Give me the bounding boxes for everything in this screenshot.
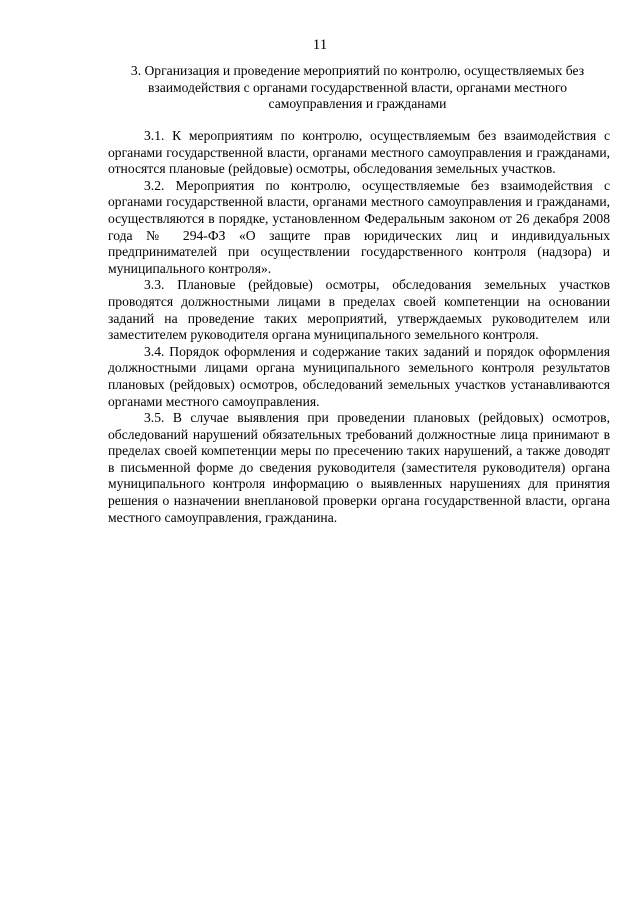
section-title: 3. Организация и проведение мероприятий по контролю, осуществляемых без взаимодействия с органами государственной власти, органами местного самоуправления и гражданами — [130, 63, 585, 111]
paragraph-3-5: 3.5. В случае выявления при проведении плановых (рейдовых) осмотров, обследований нарушений обязательных требований должностные лица принимают в пределах своей компетенции меры по пресечению таких нарушений, а также доводят в письменной форме до сведения руководителя (заместителя руководителя) органа муниципального контроля информацию о выявленных нарушениях для принятия решения о назначении внеплановой проверки органа государственной власти, органа местного самоуправления, гражданина. — [108, 410, 610, 525]
paragraph-3-2: 3.2. Мероприятия по контролю, осуществляемые без взаимодействия с органами государственной власти, органами местного самоуправления и гражданами, осуществляются в порядке, установленном Федеральным законом от 26 декабря 2008 года № 294-ФЗ «О защите прав юридических лиц и индивидуальных предпринимателей при осуществлении государственного контроля (надзора) и муниципального контроля». — [108, 177, 610, 276]
paragraph-3-1: 3.1. К мероприятиям по контролю, осуществляемым без взаимодействия с органами государственной власти, органами местного самоуправления и гражданами, относятся плановые (рейдовые) осмотры, обследования земельных участков. — [108, 128, 610, 177]
section-body — [108, 128, 610, 526]
page-number: 11 — [312, 37, 328, 53]
paragraph-3-3: 3.3. Плановые (рейдовые) осмотры, обследования земельных участков проводятся должностными лицами в пределах своей компетенции на основании заданий на проведение таких мероприятий, утверждаемых руководителем или заместителем руководителя органа муниципального земельного контроля. — [108, 277, 610, 343]
paragraph-3-4: 3.4. Порядок оформления и содержание таких заданий и порядок оформления должностными лицами органа муниципального земельного контроля результатов плановых (рейдовых) осмотров, обследований земельных участков устанавливаются органами местного самоуправления. — [108, 343, 610, 409]
